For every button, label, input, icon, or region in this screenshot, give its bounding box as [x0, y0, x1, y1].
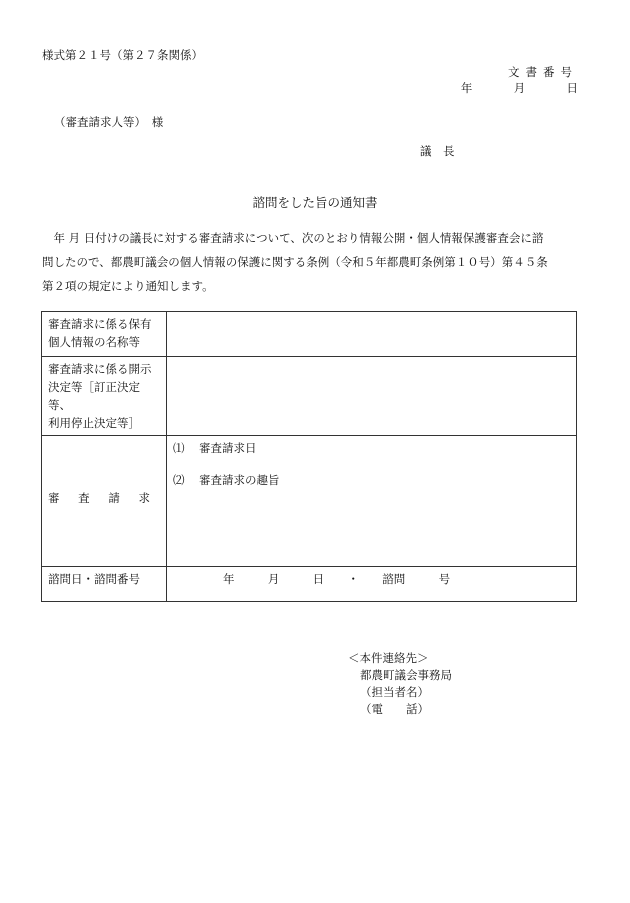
inquiry-separator: ・: [347, 572, 359, 586]
date-day: 日: [566, 81, 578, 95]
row2-label-line1: 審査請求に係る開示: [48, 362, 152, 376]
document-date: [461, 80, 578, 96]
date-year: 年: [460, 81, 473, 95]
contact-office: 都農町議会事務局: [360, 668, 452, 682]
row4-label: 諮問日・諮問番号: [42, 567, 167, 602]
sub-item-number: ⑵: [173, 473, 185, 487]
row1-label: [42, 312, 167, 357]
row1-label-line2: 個人情報の名称等: [48, 335, 140, 349]
date-month: 月: [513, 81, 526, 95]
table-row: [42, 357, 577, 436]
form-number: 様式第２１号（第２７条関係）: [42, 48, 203, 62]
row2-label-line3: 利用停止決定等］: [48, 416, 140, 430]
table-row: [42, 312, 577, 357]
row1-value[interactable]: [167, 312, 577, 357]
row2-label: [42, 357, 167, 436]
contact-block: [348, 650, 452, 718]
sub-item-number: ⑴: [173, 441, 185, 455]
inquiry-month: 月: [267, 572, 280, 586]
contact-heading: ＜本件連絡先＞: [348, 651, 429, 665]
inquiry-label: 諮問: [382, 572, 406, 586]
table-row: [42, 567, 577, 602]
addressee: （審査請求人等） 様: [54, 115, 164, 129]
contact-person: （担当者名）: [360, 685, 429, 699]
body-line-1: 年 月 日付けの議長に対する審査請求について、次のとおり情報公開・個人情報保護審査会に諮: [42, 231, 544, 245]
sender: 議 長: [420, 144, 455, 158]
row1-label-line1: 審査請求に係る保有: [48, 317, 152, 331]
row3-label: [42, 436, 167, 567]
sub-item-request-date: [173, 439, 570, 457]
row4-value[interactable]: [167, 567, 577, 602]
row3-label-char: 審: [48, 491, 60, 505]
inquiry-day: 日: [312, 572, 325, 586]
sub-item-text: 審査請求日: [199, 441, 257, 455]
info-table: [41, 311, 577, 602]
document-title: 諮問をした旨の通知書: [252, 195, 378, 210]
row3-value[interactable]: [167, 436, 577, 567]
row3-label-char: 請: [108, 491, 120, 505]
document-number-label: 文書番号: [508, 65, 578, 79]
body-line-2: 問したので、都農町議会の個人情報の保護に関する条例（令和５年都農町条例第１０号）第４５条: [42, 255, 548, 269]
body-line-3: 第２項の規定により通知します。: [42, 279, 214, 293]
inquiry-year: 年: [223, 572, 235, 586]
sub-item-request-purpose: [173, 471, 570, 489]
row3-label-char: 求: [138, 491, 150, 505]
inquiry-number: 号: [438, 572, 451, 586]
contact-phone: （電 話）: [360, 702, 429, 716]
row3-label-char: 査: [78, 491, 90, 505]
sub-item-text: 審査請求の趣旨: [199, 473, 280, 487]
row2-value[interactable]: [167, 357, 577, 436]
row2-label-line2: 決定等［訂正決定等、: [48, 380, 140, 412]
body-paragraph: [42, 226, 582, 298]
table-row: [42, 436, 577, 567]
